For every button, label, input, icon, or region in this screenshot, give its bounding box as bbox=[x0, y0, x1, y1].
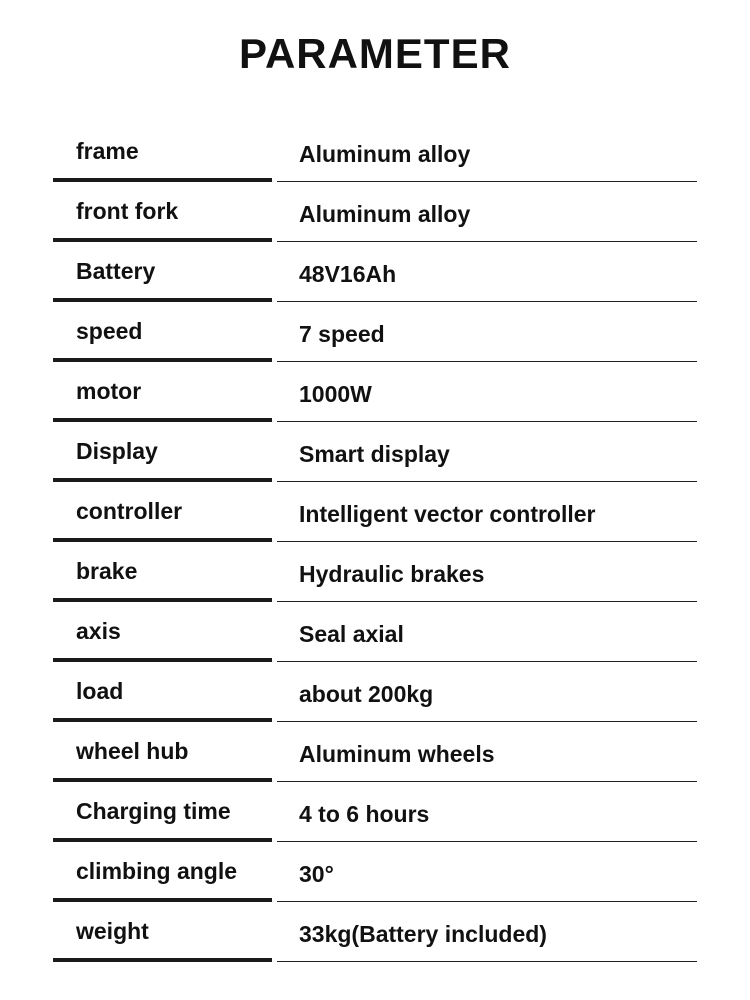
parameter-value: Aluminum wheels bbox=[299, 741, 495, 767]
parameter-value-cell bbox=[277, 122, 697, 182]
table-row bbox=[53, 782, 697, 842]
table-row bbox=[53, 602, 697, 662]
parameter-label-cell bbox=[53, 182, 272, 242]
table-row bbox=[53, 122, 697, 182]
table-row bbox=[53, 542, 697, 602]
parameter-label-cell bbox=[53, 122, 272, 182]
parameter-label: wheel hub bbox=[76, 738, 189, 764]
parameter-label: motor bbox=[76, 378, 142, 404]
parameter-label: climbing angle bbox=[76, 858, 238, 884]
parameter-label-cell bbox=[53, 602, 272, 662]
parameter-label: speed bbox=[76, 318, 143, 344]
parameter-label-cell bbox=[53, 902, 272, 962]
parameter-value: Smart display bbox=[299, 441, 450, 467]
parameter-label-cell bbox=[53, 782, 272, 842]
parameter-value: 33kg(Battery included) bbox=[299, 921, 547, 947]
parameter-value-cell bbox=[277, 662, 697, 722]
parameter-label-cell bbox=[53, 542, 272, 602]
parameter-table bbox=[53, 122, 697, 962]
parameter-value-cell bbox=[277, 542, 697, 602]
parameter-label: axis bbox=[76, 618, 121, 644]
parameter-label-cell bbox=[53, 482, 272, 542]
parameter-value-cell bbox=[277, 722, 697, 782]
parameter-value: 7 speed bbox=[299, 321, 385, 347]
parameter-value-cell bbox=[277, 782, 697, 842]
parameter-label: frame bbox=[76, 138, 139, 164]
parameter-label: Charging time bbox=[76, 798, 231, 824]
table-row bbox=[53, 182, 697, 242]
parameter-label-cell bbox=[53, 422, 272, 482]
parameter-label-cell bbox=[53, 662, 272, 722]
page-title: PARAMETER bbox=[239, 30, 511, 77]
parameter-label: brake bbox=[76, 558, 138, 584]
parameter-value-cell bbox=[277, 902, 697, 962]
parameter-value-cell bbox=[277, 362, 697, 422]
table-row bbox=[53, 422, 697, 482]
table-row bbox=[53, 302, 697, 362]
table-row bbox=[53, 902, 697, 962]
parameter-label: controller bbox=[76, 498, 183, 524]
parameter-label: load bbox=[76, 678, 124, 704]
table-row bbox=[53, 482, 697, 542]
parameter-label-cell bbox=[53, 842, 272, 902]
parameter-value-cell bbox=[277, 602, 697, 662]
table-row bbox=[53, 362, 697, 422]
parameter-value: 1000W bbox=[299, 381, 372, 407]
parameter-label: Display bbox=[76, 438, 158, 464]
parameter-value: Hydraulic brakes bbox=[299, 561, 485, 587]
parameter-label: Battery bbox=[76, 258, 156, 284]
parameter-value-cell bbox=[277, 482, 697, 542]
parameter-value-cell bbox=[277, 242, 697, 302]
table-row bbox=[53, 842, 697, 902]
parameter-value: Aluminum alloy bbox=[299, 201, 471, 227]
table-row bbox=[53, 242, 697, 302]
parameter-label-cell bbox=[53, 242, 272, 302]
parameter-label: front fork bbox=[76, 198, 179, 224]
parameter-value: Aluminum alloy bbox=[299, 141, 471, 167]
parameter-value-cell bbox=[277, 842, 697, 902]
table-row bbox=[53, 662, 697, 722]
parameter-value: 48V16Ah bbox=[299, 261, 397, 287]
parameter-label-cell bbox=[53, 722, 272, 782]
parameter-value: Seal axial bbox=[299, 621, 404, 647]
parameter-label-cell bbox=[53, 362, 272, 422]
parameter-label: weight bbox=[76, 918, 149, 944]
parameter-label-cell bbox=[53, 302, 272, 362]
parameter-value: 4 to 6 hours bbox=[299, 801, 430, 827]
parameter-value: 30° bbox=[299, 861, 334, 887]
parameter-value-cell bbox=[277, 302, 697, 362]
parameter-value: about 200kg bbox=[299, 681, 434, 707]
parameter-value-cell bbox=[277, 182, 697, 242]
parameter-value: Intelligent vector controller bbox=[299, 501, 596, 527]
table-row bbox=[53, 722, 697, 782]
parameter-value-cell bbox=[277, 422, 697, 482]
